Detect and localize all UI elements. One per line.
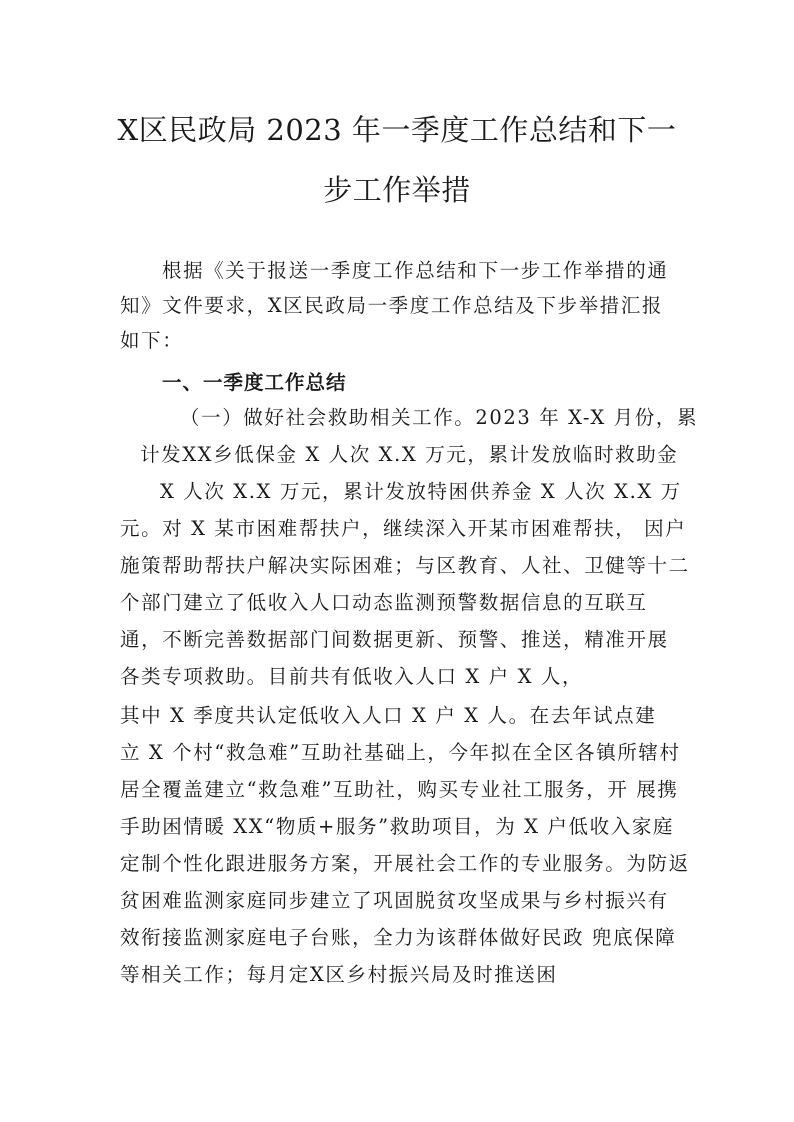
intro-line-1: 根据《关于报送一季度工作总结和下一步工作举措的通 [162,259,669,282]
body-line-3: X 人次 X.X 万元，累计发放特困供养金 X 人次 X.X 万 [160,480,682,503]
intro-line-3: 如下： [120,329,184,352]
body-line-8: 各类专项救助。目前共有低收入人口 X 户 X 人， [120,665,584,688]
intro-line-2: 知》文件要求，X区民政局一季度工作总结及下步举措汇报 [120,294,663,317]
body-line-14: 贫困难监测家庭同步建立了巩固脱贫攻坚成果与乡村振兴有 [120,889,669,912]
body-line-1: （一）做好社会救助相关工作。2023 年 X-X 月份，累 [180,406,699,429]
body-line-10: 立 X 个村“救急难”互助社基础上，今年拟在全区各镇所辖村 [120,741,681,764]
body-line-2: 计发XX乡低保金 X 人次 X.X 万元，累计发放临时救助金 [140,443,679,466]
document-title-line-1: X区民政局 2023 年一季度工作总结和下一 [117,113,677,147]
body-line-7: 通，不断完善数据部门间数据更新、预警、推送，精准开展 [120,628,669,651]
section-heading-1: 一、一季度工作总结 [162,371,347,394]
body-line-15: 效衔接监测家庭电子台账，全力为该群体做好民政 兜底保障 [120,926,677,949]
body-line-6: 个部门建立了低收入人口动态监测预警数据信息的互联互 [120,591,648,614]
body-line-5: 施策帮助帮扶户解决实际困难；与区教育、人社、卫健等十二 [120,554,690,577]
document-title-line-2: 步工作举措 [323,173,471,207]
body-line-13: 定制个性化跟进服务方案，开展社会工作的专业服务。为防返 [120,852,690,875]
body-line-16: 等相关工作；每月定X区乡村振兴局及时推送困 [120,963,558,986]
body-line-4: 元。对 X 某市困难帮扶户，继续深入开某市困难帮扶， 因户 [120,517,687,540]
body-line-9: 其中 X 季度共认定低收入人口 X 户 X 人。在去年试点建 [120,704,657,727]
body-line-12: 手助困情暖 XX“物质+服务”救助项目，为 X 户低收入家庭 [120,815,675,838]
body-line-11: 居全覆盖建立“救急难”互助社，购买专业社工服务，开 展携 [120,778,679,801]
